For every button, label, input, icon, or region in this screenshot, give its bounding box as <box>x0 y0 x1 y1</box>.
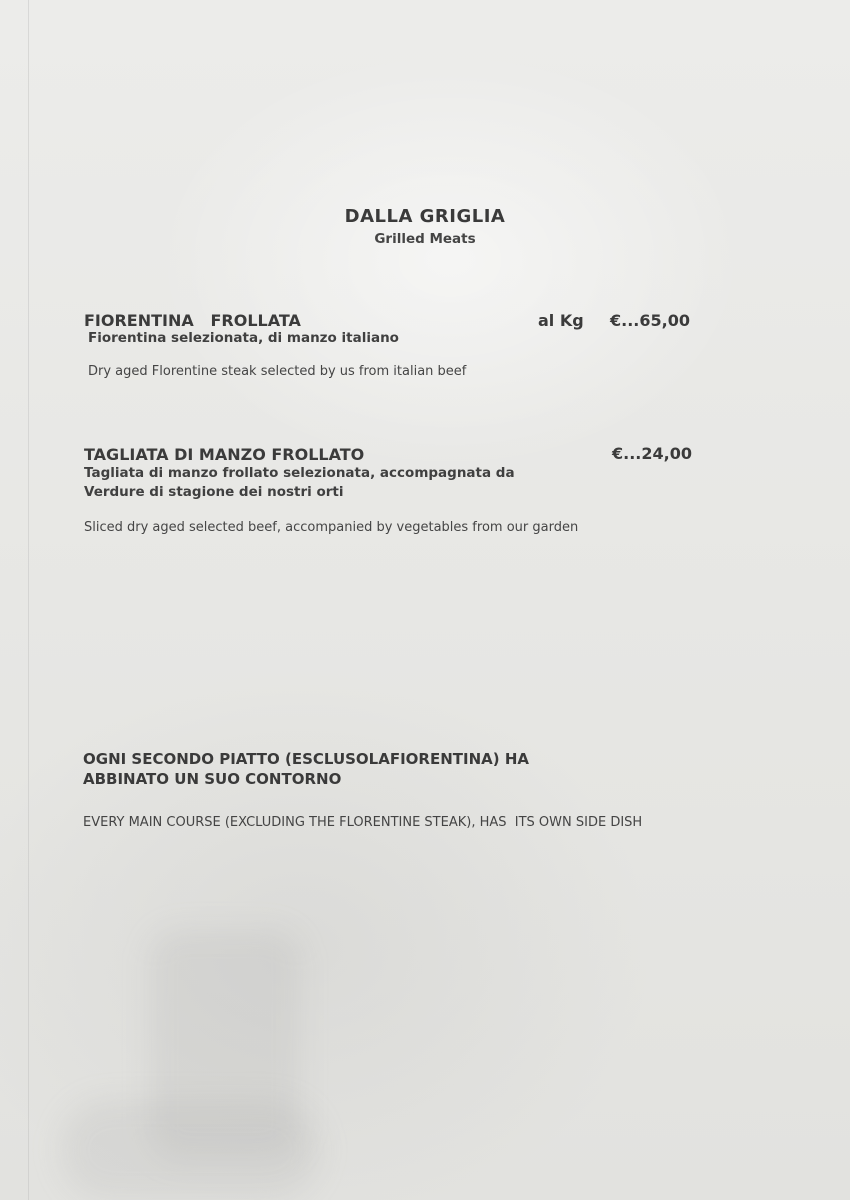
menu-item-description-it: Fiorentina selezionata, di manzo italiano <box>88 330 399 346</box>
menu-item-description-en: Dry aged Florentine steak selected by us from italian beef <box>88 364 467 379</box>
background-shadow <box>60 1100 320 1200</box>
menu-item-unit: al Kg <box>538 311 584 330</box>
menu-item-name: FIORENTINA FROLLATA <box>84 311 301 330</box>
menu-item-description-it: Tagliata di manzo frollato selezionata, accompagnata da <box>84 465 515 481</box>
section-subtitle: Grilled Meats <box>374 231 476 247</box>
section-title: DALLA GRIGLIA <box>344 206 506 227</box>
side-dish-note-en: EVERY MAIN COURSE (EXCLUDING THE FLORENTINE STEAK), HAS ITS OWN SIDE DISH <box>83 815 643 830</box>
paper-crease <box>28 0 29 1200</box>
menu-item-price: €...24,00 <box>612 444 692 463</box>
side-dish-note-it: OGNI SECONDO PIATTO (ESCLUSOLAFIORENTINA) HA <box>83 750 529 768</box>
menu-item-price: €...65,00 <box>610 311 690 330</box>
menu-item-name: TAGLIATA DI MANZO FROLLATO <box>84 445 365 464</box>
side-dish-note-it: ABBINATO UN SUO CONTORNO <box>83 770 342 788</box>
menu-item-description-it: Verdure di stagione dei nostri orti <box>84 484 344 500</box>
menu-item-description-en: Sliced dry aged selected beef, accompanied by vegetables from our garden <box>84 520 579 535</box>
